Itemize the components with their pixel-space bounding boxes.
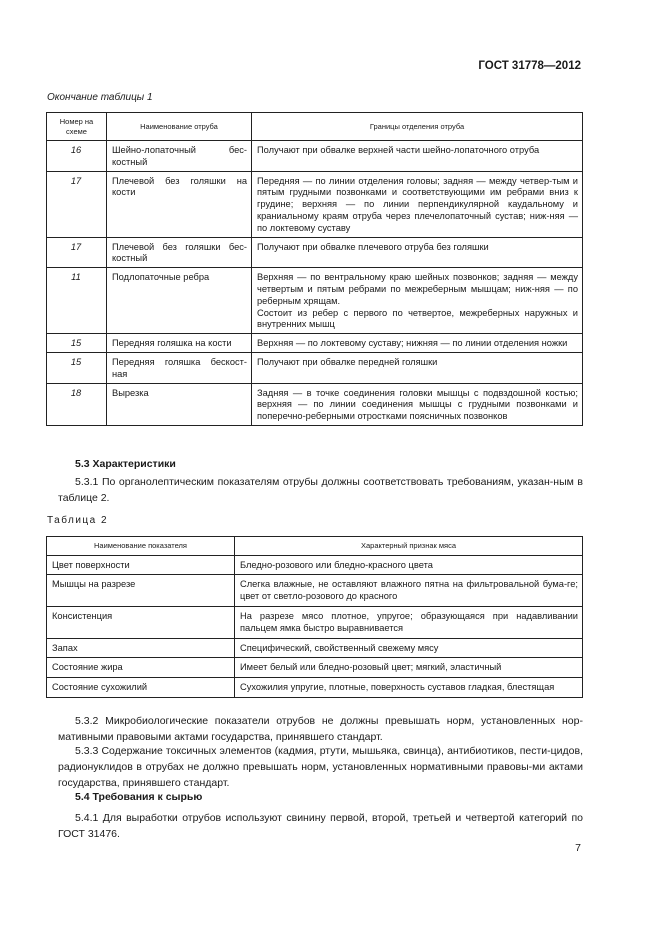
table1	[46, 112, 583, 426]
table1-cell-name: Передняя голяшка на кости	[107, 334, 252, 353]
table1-cell-num: 18	[47, 383, 107, 425]
table1-row	[47, 237, 583, 268]
table2-cell-value: Бледно-розового или бледно-красного цвета	[235, 555, 583, 575]
table2-cell-name: Состояние жира	[47, 658, 235, 678]
table1-cell-num: 17	[47, 237, 107, 268]
table2-cell-name: Состояние сухожилий	[47, 678, 235, 698]
table1-row	[47, 334, 583, 353]
table1-cell-num: 15	[47, 334, 107, 353]
table1-cell-bounds: Верхняя — по вентральному краю шейных позвонков; задняя — между четвертым и пятым ребрами по межреберным мышцам; ниж-няя — по реберным хрящам. Состоит из ребер с первого по четвертое, межреберных наружных и внутренних мышц	[252, 268, 583, 334]
table2-cell-name: Запах	[47, 638, 235, 658]
table1-cell-bounds: Верхняя — по локтевому суставу; нижняя — по линии отделения ножки	[252, 334, 583, 353]
document-id: ГОСТ 31778—2012	[478, 60, 581, 72]
table1-row	[47, 352, 583, 383]
table2-row	[47, 638, 583, 658]
table1-cell-bounds: Передняя — по линии отделения головы; задняя — между четвер-тым и пятым грудными позвонками и соответствующими им ребрами вниз к грудине; верхняя — по линии перпендикулярной каудальному и краниальному краям отруба через плечелопаточный сустав; ниж-няя — по локтевому суставу	[252, 171, 583, 237]
table2-header-name: Наименование показателя	[47, 537, 235, 556]
table1-cell-name: Вырезка	[107, 383, 252, 425]
table2-cell-name: Мышцы на разрезе	[47, 575, 235, 607]
table2-header-value: Характерный признак мяса	[235, 537, 583, 556]
table2-cell-value: Имеет белый или бледно-розовый цвет; мягкий, эластичный	[235, 658, 583, 678]
paragraph-5-3-3: 5.3.3 Содержание токсичных элементов (кадмия, ртути, мышьяка, свинца), антибиотиков, пести-цидов, радионуклидов в отрубах не должно превышать норм, установленных нормативными правовы-ми актами государства, принявшего стандарт.	[58, 745, 583, 789]
table1-cell-name: Передняя голяшка бескост-ная	[107, 352, 252, 383]
table2-cell-value: На разрезе мясо плотное, упругое; образующаяся при надавливании пальцем ямка быстро выравнивается	[235, 606, 583, 638]
table2-row	[47, 606, 583, 638]
table1-row	[47, 268, 583, 334]
table1-cell-name: Плечевой без голяшки бес-костный	[107, 237, 252, 268]
table2-row	[47, 575, 583, 607]
table2-cell-value: Слегка влажные, не оставляют влажного пятна на фильтровальной бума-ге; цвет от светло-розового до красного	[235, 575, 583, 607]
table2	[46, 536, 583, 698]
table2-caption: Таблица 2	[47, 515, 109, 526]
table1-cell-name: Подлопаточные ребра	[107, 268, 252, 334]
page-number: 7	[575, 842, 581, 854]
table1-cell-name: Шейно-лопаточный бес-костный	[107, 141, 252, 172]
table2-header-row	[47, 537, 583, 556]
section-5-3-title: 5.3 Характеристики	[75, 458, 176, 470]
table2-cell-value: Специфический, свойственный свежему мясу	[235, 638, 583, 658]
table2-row	[47, 678, 583, 698]
table2-row	[47, 658, 583, 678]
table1-cell-bounds: Получают при обвалке передней голяшки	[252, 352, 583, 383]
table1-cell-bounds: Получают при обвалке верхней части шейно-лопаточного отруба	[252, 141, 583, 172]
table1-cell-bounds: Задняя — в точке соединения головки мышцы с подвздошной костью; верхняя — по линии соединения мышцы с грудными позвонками и поперечно-реберными отростками поясничных позвонков	[252, 383, 583, 425]
table1-header-bounds: Границы отделения отруба	[252, 113, 583, 141]
table1-row	[47, 171, 583, 237]
table1-cell-num: 16	[47, 141, 107, 172]
table2-cell-name: Консистенция	[47, 606, 235, 638]
table1-cell-bounds: Получают при обвалке плечевого отруба без голяшки	[252, 237, 583, 268]
table1-cell-name: Плечевой без голяшки на кости	[107, 171, 252, 237]
table1-header-row	[47, 113, 583, 141]
table1-header-name: Наименование отруба	[107, 113, 252, 141]
table1-header-num: Номер на схеме	[47, 113, 107, 141]
paragraph-5-4-1: 5.4.1 Для выработки отрубов используют свинину первой, второй, третьей и четвертой категорий по ГОСТ 31476.	[58, 812, 583, 840]
section-5-4-title: 5.4 Требования к сырью	[75, 791, 203, 803]
table1-row	[47, 383, 583, 425]
table2-row	[47, 555, 583, 575]
table1-cell-num: 11	[47, 268, 107, 334]
paragraph-5-3-2: 5.3.2 Микробиологические показатели отрубов не должны превышать норм, установленных нор-мативными правовыми актами государства, принявшего стандарт.	[58, 715, 583, 743]
paragraph-5-3-1: 5.3.1 По органолептическим показателям отрубы должны соответствовать требованиям, указан-ным в таблице 2.	[58, 476, 583, 504]
table1-caption: Окончание таблицы 1	[47, 92, 153, 103]
table2-cell-name: Цвет поверхности	[47, 555, 235, 575]
table1-cell-num: 15	[47, 352, 107, 383]
table1-row	[47, 141, 583, 172]
table2-cell-value: Сухожилия упругие, плотные, поверхность суставов гладкая, блестящая	[235, 678, 583, 698]
table1-cell-num: 17	[47, 171, 107, 237]
